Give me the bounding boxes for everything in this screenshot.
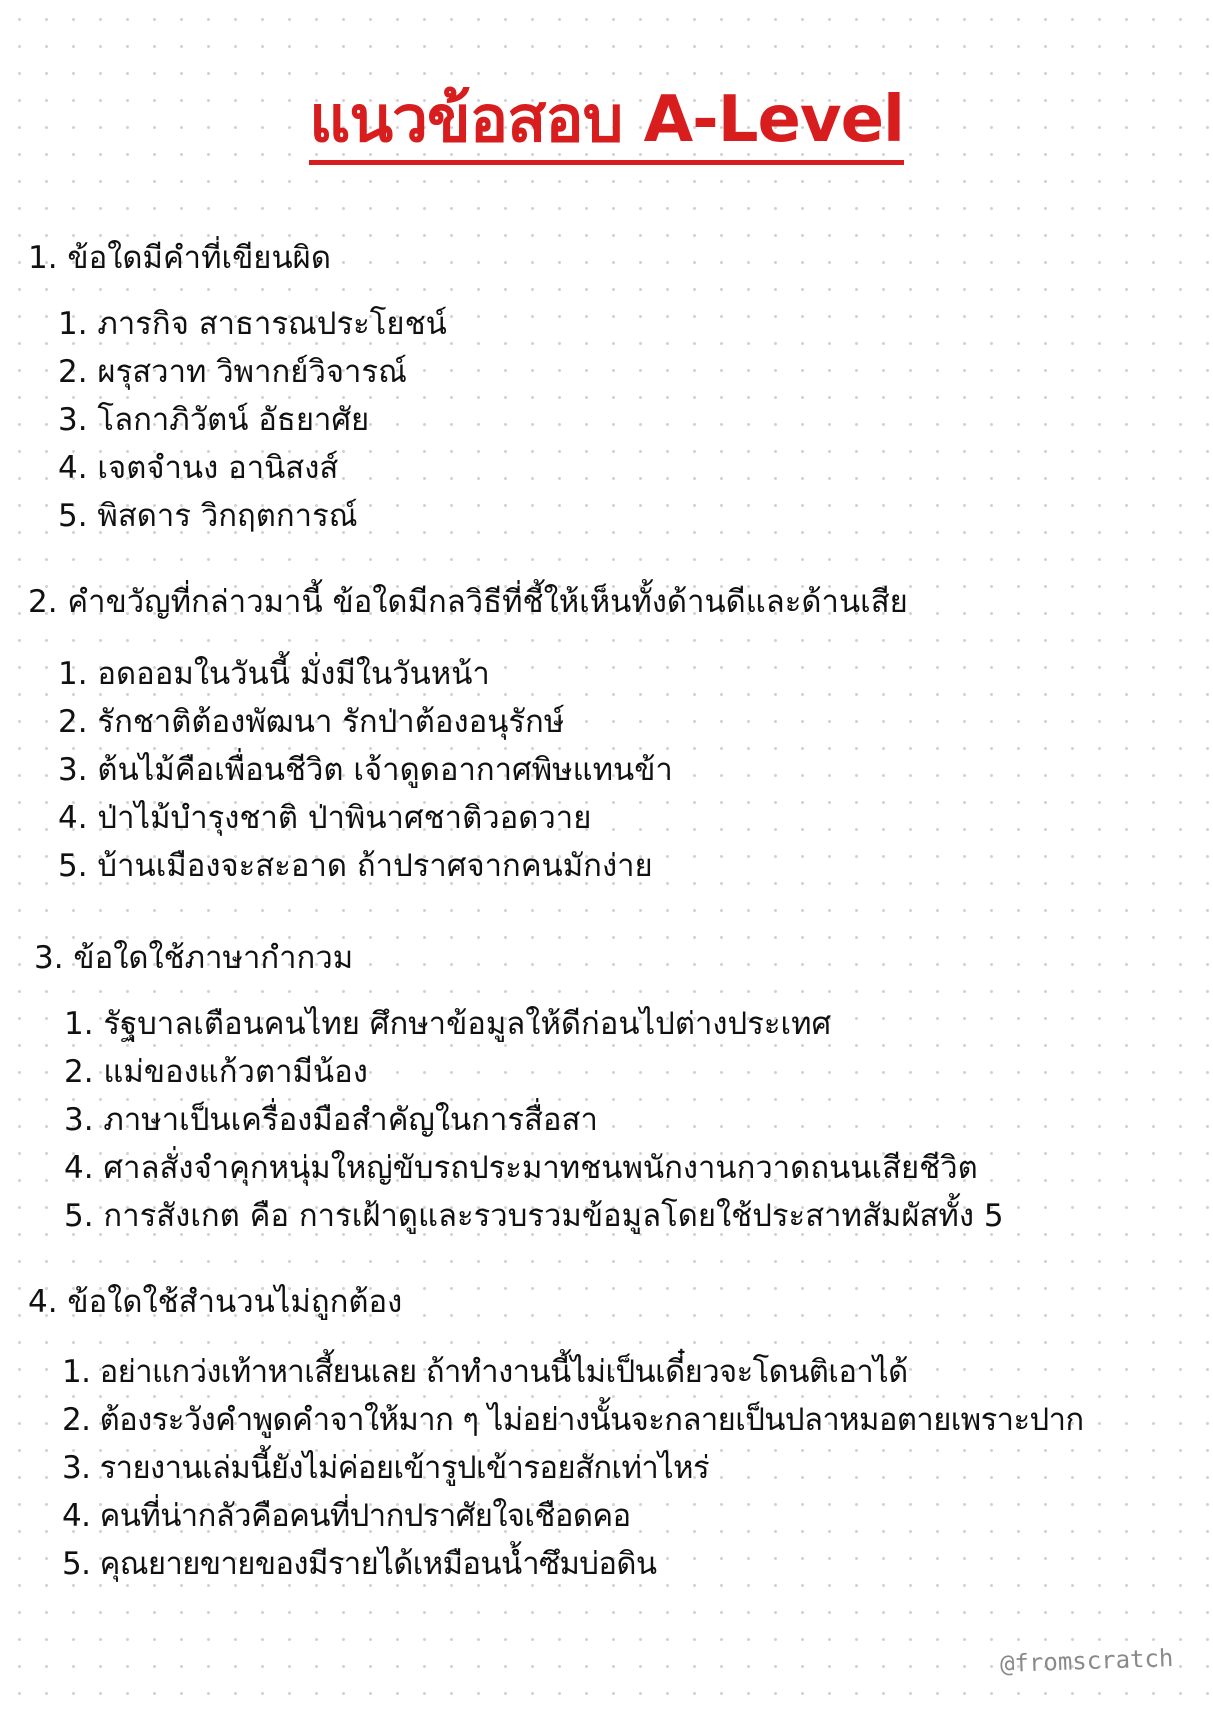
option-item: 3. โลกาภิวัตน์ อัธยาศัย (58, 402, 370, 438)
option-item: 3. ต้นไม้คือเพื่อนชีวิต เจ้าดูดอากาศพิษแทนข้า (58, 752, 673, 788)
option-item: 4. คนที่น่ากลัวคือคนที่ปากปราศัยใจเชือดคอ (62, 1498, 631, 1534)
option-item: 3. รายงานเล่มนี้ยังไม่ค่อยเข้ารูปเข้ารอยสักเท่าไหร่ (62, 1450, 710, 1486)
option-item: 5. บ้านเมืองจะสะอาด ถ้าปราศจากคนมักง่าย (58, 848, 653, 884)
question-text: 2. คำขวัญที่กล่าวมานี้ ข้อใดมีกลวิธีที่ชี้ให้เห็นทั้งด้านดีและด้านเสีย (28, 584, 908, 620)
watermark-credit: @fromscratch (999, 1643, 1174, 1679)
title-block (0, 84, 1213, 165)
option-item: 4. ศาลสั่งจำคุกหนุ่มใหญ่ขับรถประมาทชนพนักงานกวาดถนนเสียชีวิต (64, 1150, 978, 1186)
option-list (0, 650, 1213, 890)
option-item: 4. ป่าไม้บำรุงชาติ ป่าพินาศชาติวอดวาย (58, 800, 592, 836)
option-item: 2. แม่ของแก้วตามีน้อง (64, 1054, 368, 1090)
option-item: 3. ภาษาเป็นเครื่องมือสำคัญในการสื่อสา (64, 1102, 598, 1138)
question-text: 1. ข้อใดมีคำที่เขียนผิด (28, 240, 331, 276)
option-item: 2. ผรุสวาท วิพากย์วิจารณ์ (58, 354, 407, 390)
option-item: 5. คุณยายขายของมีรายได้เหมือนน้ำซึมบ่อดิน (62, 1546, 657, 1582)
option-item: 1. ภารกิจ สาธารณประโยชน์ (58, 306, 447, 342)
option-list (0, 1348, 1213, 1588)
question-text: 3. ข้อใดใช้ภาษากำกวม (34, 940, 354, 976)
question-text: 4. ข้อใดใช้สำนวนไม่ถูกต้อง (28, 1284, 403, 1320)
question-3 (0, 938, 1213, 1240)
question-1 (0, 238, 1213, 540)
question-4 (0, 1282, 1213, 1588)
option-item: 1. อย่าแกว่งเท้าหาเสี้ยนเลย ถ้าทำงานนี้ไม่เป็นเดี๋ยวจะโดนติเอาได้ (62, 1354, 908, 1390)
option-item: 4. เจตจำนง อานิสงส์ (58, 450, 339, 486)
page-title: แนวข้อสอบ A-Level (309, 84, 904, 165)
question-2 (0, 582, 1213, 890)
option-list (0, 300, 1213, 540)
option-item: 2. รักชาติต้องพัฒนา รักป่าต้องอนุรักษ์ (58, 704, 565, 740)
option-list (0, 1000, 1213, 1240)
option-item: 5. การสังเกต คือ การเฝ้าดูและรวบรวมข้อมูลโดยใช้ประสาทสัมผัสทั้ง 5 (64, 1198, 1004, 1234)
option-item: 5. พิสดาร วิกฤตการณ์ (58, 498, 358, 534)
option-item: 1. อดออมในวันนี้ มั่งมีในวันหน้า (58, 656, 490, 692)
option-item: 1. รัฐบาลเตือนคนไทย ศึกษาข้อมูลให้ดีก่อนไปต่างประเทศ (64, 1006, 832, 1042)
option-item: 2. ต้องระวังคำพูดคำจาให้มาก ๆ ไม่อย่างนั้นจะกลายเป็นปลาหมอตายเพราะปาก (62, 1402, 1084, 1438)
